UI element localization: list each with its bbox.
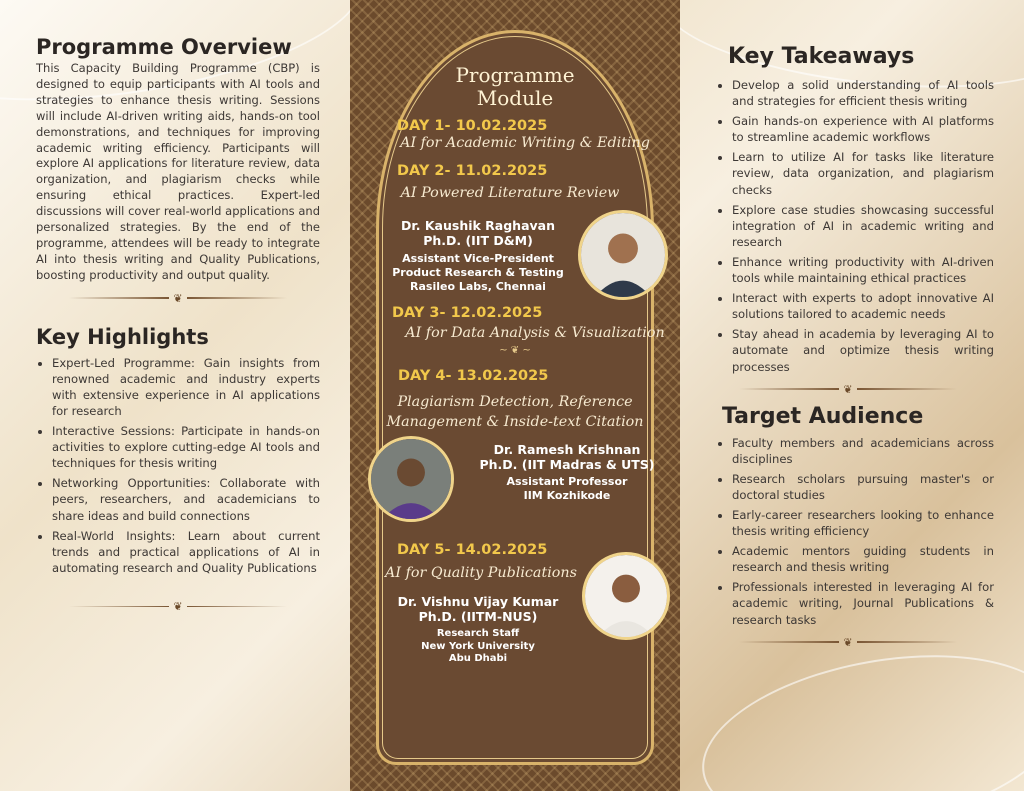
ornament-divider: ❦ bbox=[36, 292, 320, 305]
list-item: • Networking Opportunities: Collaborate with peers, researchers, and academicians to share ideas and build connections bbox=[52, 475, 320, 523]
list-item: • Professionals interested in leveraging AI for academic writing, Journal Publications & research tasks bbox=[732, 579, 994, 627]
takeaways-list bbox=[702, 77, 994, 375]
day-topic: AI for Academic Writing & Editing bbox=[400, 135, 650, 151]
speaker-degree: Ph.D. (IIT D&M) bbox=[423, 233, 533, 248]
speaker-role: Product Research & Testing bbox=[392, 266, 564, 279]
list-item: • Develop a solid understanding of AI tools and strategies for efficient thesis writing bbox=[732, 77, 994, 109]
list-item: • Academic mentors guiding students in research and thesis writing bbox=[732, 543, 994, 575]
highlights-title: Key Highlights bbox=[36, 324, 209, 349]
overview-text: This Capacity Building Programme (CBP) is designed to equip participants with AI tools and strategies to enhance thesis writing. Sessions will include AI-driven writing aids, hands-on tool demonstrations, and techniques for improving academic writing efficiency. Participants will explore AI applications for literature review, data organization, and plagiarism checks while ensuring ethical practices. Expert-led discussions will cover real-world applications and personalized strategies. By the end of the programme, attendees will be ready to integrate AI into thesis writing and Quality Publications, boosting productivity and output quality. bbox=[36, 61, 320, 282]
overview-title: Programme Overview bbox=[36, 35, 292, 59]
day-topic: AI Powered Literature Review bbox=[400, 185, 620, 201]
ornament-divider: ❦ bbox=[702, 383, 994, 396]
list-item: • Early-career researchers looking to enhance thesis writing efficiency bbox=[732, 507, 994, 539]
audience-title: Target Audience bbox=[722, 403, 924, 429]
ornament-divider: ❦ bbox=[702, 636, 994, 649]
highlights-list bbox=[36, 355, 320, 576]
list-item: • Gain hands-on experience with AI platforms to streamline academic workflows bbox=[732, 113, 994, 145]
list-item: • Research scholars pursuing master's or doctoral studies bbox=[732, 471, 994, 503]
list-item: • Stay ahead in academia by leveraging AI to automate and optimize thesis writing processes bbox=[732, 326, 994, 374]
list-item: • Explore case studies showcasing successful integration of AI in academic writing and research bbox=[732, 202, 994, 250]
left-column bbox=[0, 0, 350, 791]
speaker-degree: Ph.D. (IIT Madras & UTS) bbox=[479, 457, 655, 472]
day-label: DAY 4- 13.02.2025 bbox=[398, 368, 549, 384]
list-item: • Expert-Led Programme: Gain insights from renowned academic and industry experts with extensive experience in AI applications for research bbox=[52, 355, 320, 419]
speaker-name: Dr. Kaushik Raghavan bbox=[401, 218, 555, 233]
list-item: • Interact with experts to adopt innovative AI solutions tailored to academic needs bbox=[732, 290, 994, 322]
day-label: DAY 5- 14.02.2025 bbox=[397, 542, 548, 558]
speaker-role: New York University bbox=[421, 640, 535, 652]
day-topic-line: Management & Inside-text Citation bbox=[386, 414, 644, 430]
speaker-degree: Ph.D. (IITM-NUS) bbox=[418, 609, 538, 624]
ornament-divider: ~ ❦ ~ bbox=[499, 345, 531, 356]
person-icon bbox=[581, 213, 665, 297]
day-topic: AI for Quality Publications bbox=[385, 565, 577, 581]
speaker-role: IIM Kozhikode bbox=[523, 489, 611, 502]
speaker-role: Rasileo Labs, Chennai bbox=[410, 280, 546, 293]
day-label: DAY 3- 12.02.2025 bbox=[392, 305, 543, 321]
audience-list bbox=[702, 435, 994, 628]
list-item: • Enhance writing productivity with AI-driven tools while maintaining ethical practices bbox=[732, 254, 994, 286]
list-item: • Interactive Sessions: Participate in hands-on activities to explore cutting-edge AI tools and techniques for thesis writing bbox=[52, 423, 320, 471]
day-topic bbox=[360, 392, 670, 432]
speaker-name: Dr. Ramesh Krishnan bbox=[493, 442, 641, 457]
person-icon bbox=[585, 555, 667, 637]
speaker-photo bbox=[582, 552, 670, 640]
list-item: • Real-World Insights: Learn about current trends and practical applications of AI in automating research and Quality Publications bbox=[52, 528, 320, 576]
speaker-card bbox=[380, 594, 576, 666]
speaker-name: Dr. Vishnu Vijay Kumar bbox=[397, 594, 559, 609]
speaker-card bbox=[462, 442, 672, 503]
speaker-role: Abu Dhabi bbox=[448, 653, 508, 664]
module-title-line2: Module bbox=[476, 86, 554, 110]
module-title bbox=[350, 64, 680, 110]
person-icon bbox=[371, 439, 451, 519]
speaker-role: Research Staff bbox=[436, 628, 520, 639]
speaker-card bbox=[380, 218, 576, 294]
programme-module-panel bbox=[350, 0, 680, 791]
day-topic-line: Plagiarism Detection, Reference bbox=[397, 394, 633, 410]
speaker-role: Assistant Vice-President bbox=[402, 252, 554, 265]
module-title-line1: Programme bbox=[455, 63, 575, 87]
day-label: DAY 2- 11.02.2025 bbox=[397, 163, 548, 179]
speaker-photo bbox=[368, 436, 454, 522]
day-label: DAY 1- 10.02.2025 bbox=[397, 118, 548, 134]
speaker-role: Assistant Professor bbox=[506, 475, 628, 488]
ornament-divider: ❦ bbox=[36, 600, 320, 613]
day-topic: AI for Data Analysis & Visualization bbox=[405, 325, 665, 341]
list-item: • Learn to utilize AI for tasks like literature review, data organization, and plagiarism checks bbox=[732, 149, 994, 197]
takeaways-title: Key Takeaways bbox=[728, 44, 915, 69]
speaker-photo bbox=[578, 210, 668, 300]
right-column bbox=[680, 0, 1024, 791]
list-item: • Faculty members and academicians across disciplines bbox=[732, 435, 994, 467]
